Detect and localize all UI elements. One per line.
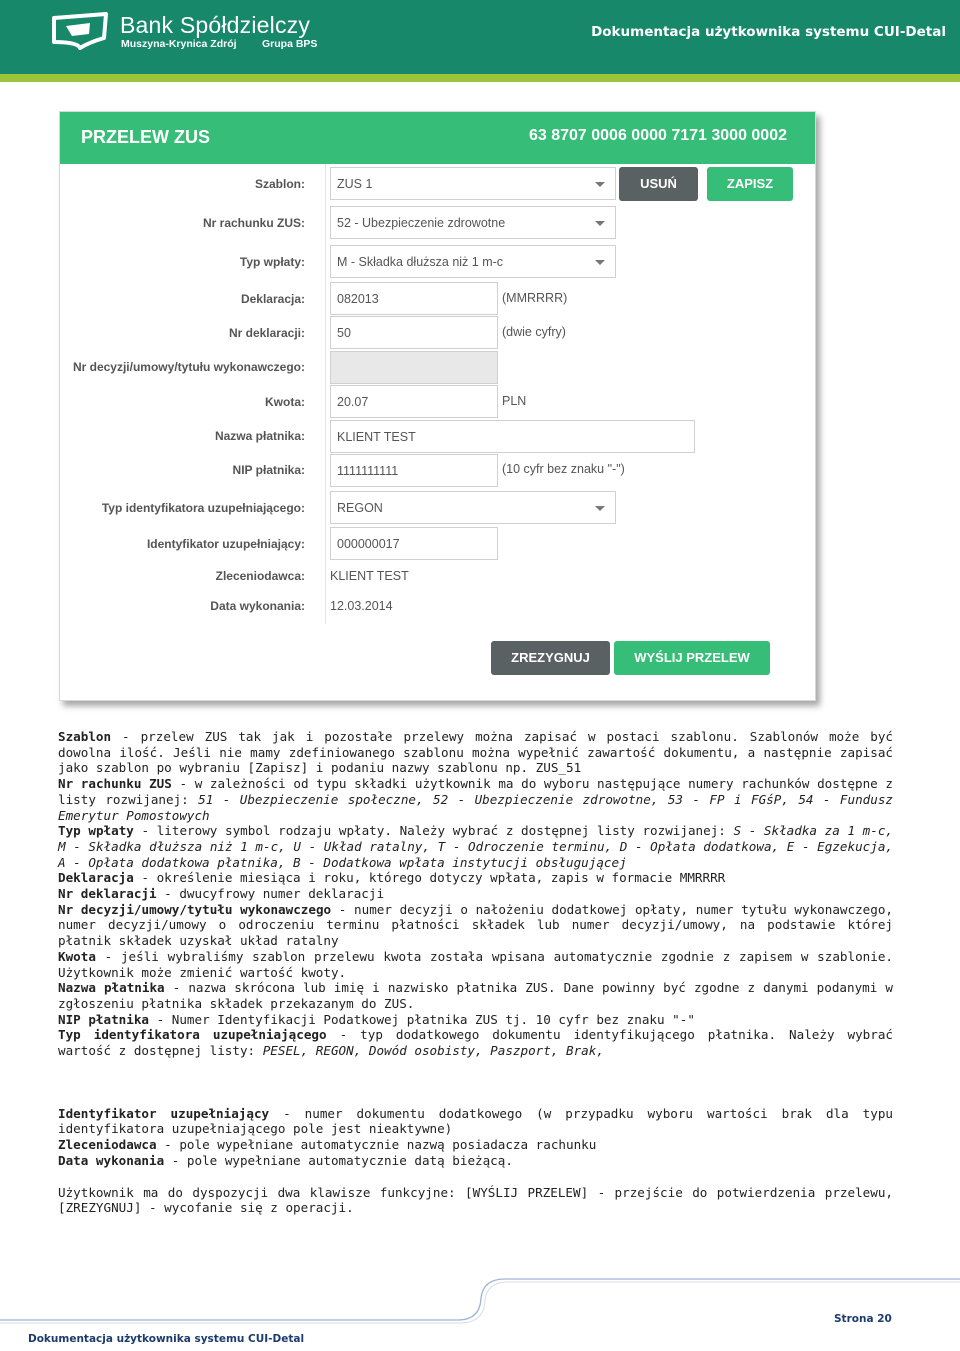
label-data-wykonania: Data wykonania:: [210, 599, 305, 613]
label-deklaracja: Deklaracja:: [240, 292, 305, 306]
term: NIP płatnika: [58, 1011, 149, 1027]
label-szablon: Szablon:: [255, 177, 305, 191]
bank-group: Grupa BPS: [262, 38, 318, 50]
term: Identyfikator uzupełniający: [58, 1105, 270, 1121]
desc-zleceniodawca: Zleceniodawca - pole wypełniane automatycznie nazwą posiadacza rachunku: [58, 1137, 597, 1153]
label-zleceniodawca: Zleceniodawca:: [215, 569, 305, 583]
term: Nr decyzji/umowy/tytułu wykonawczego: [58, 901, 332, 917]
kwota-currency: PLN: [502, 394, 527, 408]
typ-identyfikatora-select[interactable]: REGON: [330, 491, 616, 524]
desc-nip-platnika: NIP płatnika - Numer Identyfikacji Podatkowej płatnika ZUS tj. 10 cyfr bez znaku "-": [58, 1011, 695, 1027]
field-descriptions: [58, 729, 893, 1216]
label-nr-rachunku: Nr rachunku ZUS:: [202, 216, 305, 230]
term: Szablon: [58, 729, 112, 744]
deklaracja-hint: (MMRRRR): [502, 291, 568, 305]
desc-nr-rachunku: Nr rachunku ZUS - w zależności od typu składki użytkownik ma do wyboru następujące numery rachunków dostępne z listy rozwijanej: 51 - Ubezpieczenie społeczne, 52 - Ubezpieczenie zdrowotne, 53 - FP i FGśP, 54 - Fundusz Emerytur Pomostowych: [58, 776, 893, 823]
term: Data wykonania: [58, 1152, 165, 1168]
nip-platnika-input[interactable]: 1111111111: [330, 454, 498, 487]
desc-typ-identyfikatora: Typ identyfikatora uzupełniającego - typ dodatkowego dokumentu identyfikującego płatnika. Należy wybrać wartość z dostępnej listy: PESEL, REGON, Dowód osobisty, Paszport, Brak,: [58, 1027, 893, 1059]
nr-deklaracji-hint: (dwie cyfry): [502, 325, 566, 339]
desc-kwota: Kwota - jeśli wybraliśmy szablon przelewu kwota została wpisana automatycznie zgodnie z zapisem w szablonie. Użytkownik może zmienić wartość kwoty.: [58, 948, 893, 980]
nr-decyzji-input[interactable]: [330, 351, 498, 384]
form-header: [60, 112, 815, 164]
footer-doc-title: Dokumentacja użytkownika systemu CUI-Detal: [28, 1333, 305, 1345]
wyslij-przelew-button[interactable]: WYŚLIJ PRZELEW: [614, 641, 770, 675]
label-kwota: Kwota:: [265, 395, 305, 409]
szablon-select[interactable]: ZUS 1: [330, 167, 616, 200]
bank-logo-icon: [50, 12, 110, 50]
desc-nazwa-platnika: Nazwa płatnika - nazwa skrócona lub imię i nazwisko płatnika ZUS. Dane powinny być zgodne z danymi podanymi w zgłoszeniu płatnika składek przekazanym do ZUS.: [58, 980, 893, 1011]
deklaracja-input[interactable]: 082013: [330, 282, 498, 315]
identyfikator-input[interactable]: 000000017: [330, 527, 498, 560]
desc-typ-wplaty: Typ wpłaty - literowy symbol rodzaju wpłaty. Należy wybrać z dostępnej listy rozwijanej: S - Składka za 1 m-c, M - Składka dłuższa niż 1 m-c, U - Układ ratalny, T - Odroczenie terminu, D - Opłata dodatkowa, E - Egzekucja, A - Opłata dodatkowa płatnika, B - Dodatkowa wpłata instytucji obsługującej: [58, 823, 893, 870]
desc-identyfikator: Identyfikator uzupełniający - numer dokumentu dodatkowego (w przypadku wyboru wartości brak dla typu identyfikatora uzupełniającego pole jest nieaktywne): [58, 1105, 893, 1137]
desc-summary: Użytkownik ma do dyspozycji dwa klawisze funkcyjne: [WYŚLIJ PRZELEW] - przejście do potwierdzenia przelewu, [ZREZYGNUJ] - wycofanie się z operacji.: [58, 1184, 893, 1216]
label-identyfikator: Identyfikator uzupełniający:: [146, 537, 305, 551]
term: Kwota: [58, 948, 96, 964]
desc-szablon: Szablon - przelew ZUS tak jak i pozostałe przelewy można zapisać w postaci szablonu. Szablonów może być dowolna ilość. Jeśli nie mamy zdefiniowanego szablonu można wypełnić zawartość dokumentu, a następnie zapisać jako szablon po wybraniu [Zapisz] i podaniu nazwy szablonu np. ZUS_51: [58, 729, 893, 776]
label-nip-platnika: NIP płatnika:: [232, 463, 305, 477]
nr-deklaracji-input[interactable]: 50: [330, 316, 498, 349]
label-divider: [325, 164, 326, 624]
kwota-input[interactable]: 20.07: [330, 385, 498, 418]
desc-nr-decyzji: Nr decyzji/umowy/tytułu wykonawczego - numer decyzji o nałożeniu dodatkowej opłaty, numer tytułu wykonawczego, numer decyzji/umowy o odroczeniu terminu płatności składek lub numer decyzji/umowy, na podstawie której płatnik składek uzyskał układ ratalny: [58, 901, 893, 949]
nip-hint: (10 cyfr bez znaku "-"): [502, 462, 625, 476]
term: Nazwa płatnika: [58, 980, 165, 996]
form-account-number: 63 8707 0006 0000 7171 3000 0002: [528, 127, 787, 144]
page-header: [0, 0, 960, 74]
nr-rachunku-select[interactable]: 52 - Ubezpieczenie zdrowotne: [330, 206, 616, 239]
term: Typ wpłaty: [58, 823, 134, 839]
zapisz-button[interactable]: ZAPISZ: [707, 167, 793, 201]
zrezygnuj-button[interactable]: ZREZYGNUJ: [491, 641, 610, 675]
label-typ-identyfikatora: Typ identyfikatora uzupełniającego:: [101, 501, 305, 515]
desc-deklaracja: Deklaracja - określenie miesiąca i roku, którego dotyczy wpłata, zapis w formacie MMRRRR: [58, 870, 726, 886]
zleceniodawca-value: KLIENT TEST: [330, 569, 409, 583]
usun-button[interactable]: USUŃ: [619, 167, 698, 201]
label-nazwa-platnika: Nazwa płatnika:: [214, 429, 305, 443]
header-doc-title: Dokumentacja użytkownika systemu CUI-Detal: [591, 24, 946, 40]
page-number: Strona 20: [834, 1313, 892, 1325]
desc-nr-deklaracji: Nr deklaracji - dwucyfrowy numer deklaracji: [58, 886, 385, 902]
typ-wplaty-select[interactable]: M - Składka dłuższa niż 1 m-c: [330, 245, 616, 278]
desc-data-wykonania: Data wykonania - pole wypełniane automatycznie datą bieżącą.: [58, 1152, 513, 1168]
zus-transfer-form: [59, 111, 816, 701]
footer-curve: [0, 1276, 960, 1332]
label-nr-decyzji: Nr decyzji/umowy/tytułu wykonawczego:: [72, 360, 305, 374]
label-typ-wplaty: Typ wpłaty:: [239, 255, 305, 269]
label-nr-deklaracji: Nr deklaracji:: [228, 326, 305, 340]
term: Typ identyfikatora uzupełniającego: [58, 1027, 327, 1043]
term: Zleceniodawca: [58, 1137, 157, 1153]
term: Nr deklaracji: [58, 886, 157, 902]
term: Deklaracja: [58, 870, 134, 886]
bank-location: Muszyna-Krynica Zdrój: [121, 38, 237, 50]
bank-name: Bank Spółdzielczy: [120, 12, 311, 38]
term: Nr rachunku ZUS: [58, 776, 172, 792]
nazwa-platnika-input[interactable]: KLIENT TEST: [330, 420, 695, 453]
header-stripe: [0, 74, 960, 82]
data-wykonania-value: 12.03.2014: [330, 599, 393, 613]
form-title: PRZELEW ZUS: [81, 127, 210, 147]
